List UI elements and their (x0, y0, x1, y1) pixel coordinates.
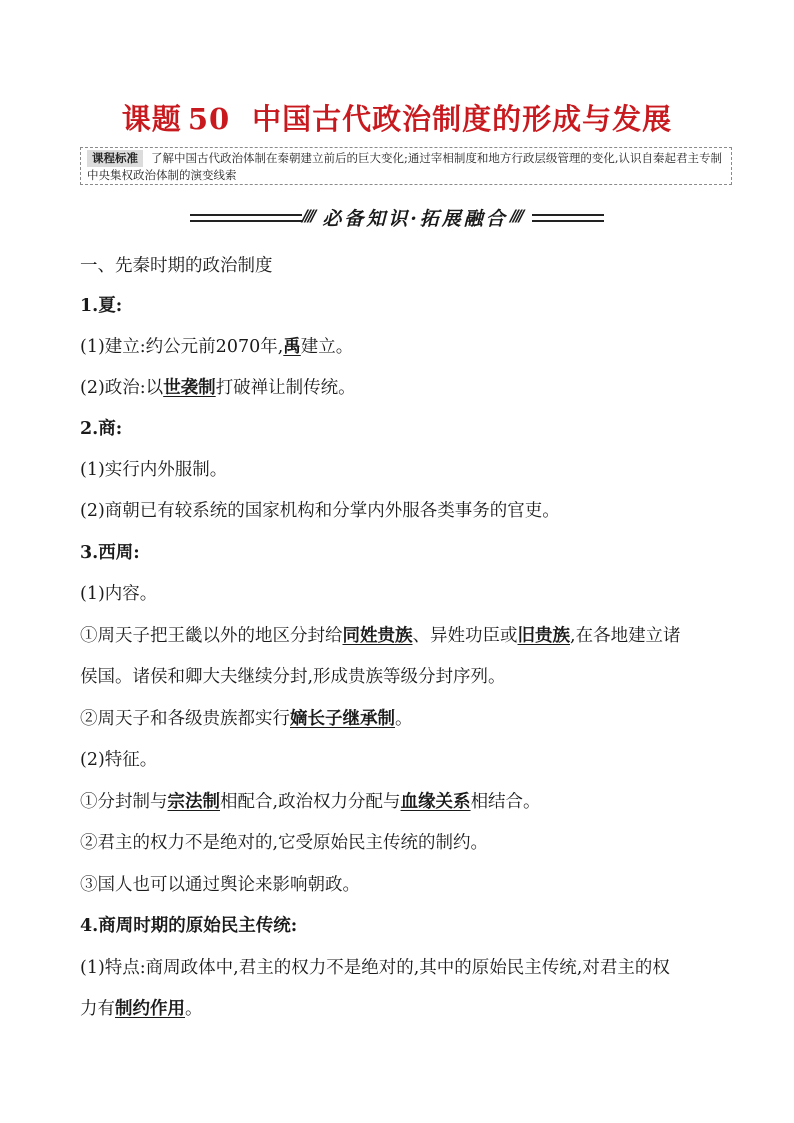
xizhou-item-2 (80, 705, 413, 730)
key-term: 旧贵族 (517, 626, 570, 646)
key-term: 宗法制 (167, 792, 220, 812)
xizhou-paragraph-2: (2)特征。 (80, 750, 158, 770)
xizhou-item-1-cont: 侯国。诸侯和卿大夫继续分封,形成贵族等级分封序列。 (80, 667, 506, 687)
shang-heading: 2.商: (80, 419, 123, 439)
key-term: 嫡长子继承制 (290, 709, 395, 729)
tradition-paragraph-1-cont (80, 995, 203, 1020)
xia-paragraph-2 (80, 374, 356, 399)
curriculum-standard-box (80, 147, 732, 185)
text-span: 打破禅让制传统。 (215, 378, 356, 398)
text-span: ①分封制与 (80, 792, 168, 812)
xia-paragraph-1 (80, 333, 353, 358)
xizhou-heading: 3.西周: (80, 543, 140, 563)
banner-text: 必备知识·拓展融合 (322, 208, 508, 230)
text-span: ,在各地建立诸 (570, 626, 681, 646)
xizhou-feature-2: ②君主的权力不是绝对的,它受原始民主传统的制约。 (80, 833, 489, 853)
xizhou-feature-3: ③国人也可以通过舆论来影响朝政。 (80, 875, 360, 895)
title-number: 50 (187, 102, 231, 136)
text-span: 相配合,政治权力分配与 (220, 792, 401, 812)
xia-heading: 1.夏: (80, 296, 123, 316)
tradition-paragraph-1: (1)特点:商周政体中,君主的权力不是绝对的,其中的原始民主传统,对君主的权 (80, 958, 670, 978)
xizhou-feature-1 (80, 788, 541, 813)
key-term: 制约作用 (115, 999, 185, 1019)
xizhou-item-1 (80, 622, 681, 647)
xizhou-paragraph-1: (1)内容。 (80, 584, 158, 604)
title-text: 中国古代政治制度的形成与发展 (252, 102, 673, 136)
title-prefix: 课题 (121, 102, 182, 136)
text-span: 相结合。 (470, 792, 541, 812)
banner-slashes-right: //// (510, 206, 522, 225)
shang-paragraph-2: (2)商朝已有较系统的国家机构和分掌内外服各类事务的官吏。 (80, 501, 560, 521)
text-span: ②周天子和各级贵族都实行 (80, 709, 290, 729)
curriculum-standard-text: 了解中国古代政治体制在秦朝建立前后的巨大变化;通过宰相制度和地方行政层级管理的变化,认识自秦起君主专制中央集权政治体制的演变线索 (87, 151, 723, 182)
page-title (0, 97, 794, 138)
text-span: 、异姓功臣或 (412, 626, 518, 646)
key-term: 世袭制 (163, 378, 216, 398)
text-span: 建立。 (300, 337, 354, 357)
section-banner (0, 204, 794, 234)
banner-rule-right (532, 214, 604, 222)
text-span: (1)建立:约公元前2070年, (80, 337, 284, 357)
key-term: 同姓贵族 (342, 626, 413, 646)
text-span: 。 (185, 999, 203, 1019)
key-term: 禹 (283, 337, 301, 357)
text-span: 。 (395, 709, 413, 729)
section-heading: 一、先秦时期的政治制度 (80, 256, 273, 276)
curriculum-standard-label: 课程标准 (87, 150, 143, 167)
tradition-heading: 4.商周时期的原始民主传统: (80, 916, 298, 936)
shang-paragraph-1: (1)实行内外服制。 (80, 460, 228, 480)
key-term: 血缘关系 (400, 792, 471, 812)
banner-slashes-left: //// (302, 206, 314, 225)
text-span: ①周天子把王畿以外的地区分封给 (80, 626, 343, 646)
text-span: (2)政治:以 (80, 378, 164, 398)
text-span: 力有 (80, 999, 115, 1019)
banner-rule-left (190, 214, 302, 222)
